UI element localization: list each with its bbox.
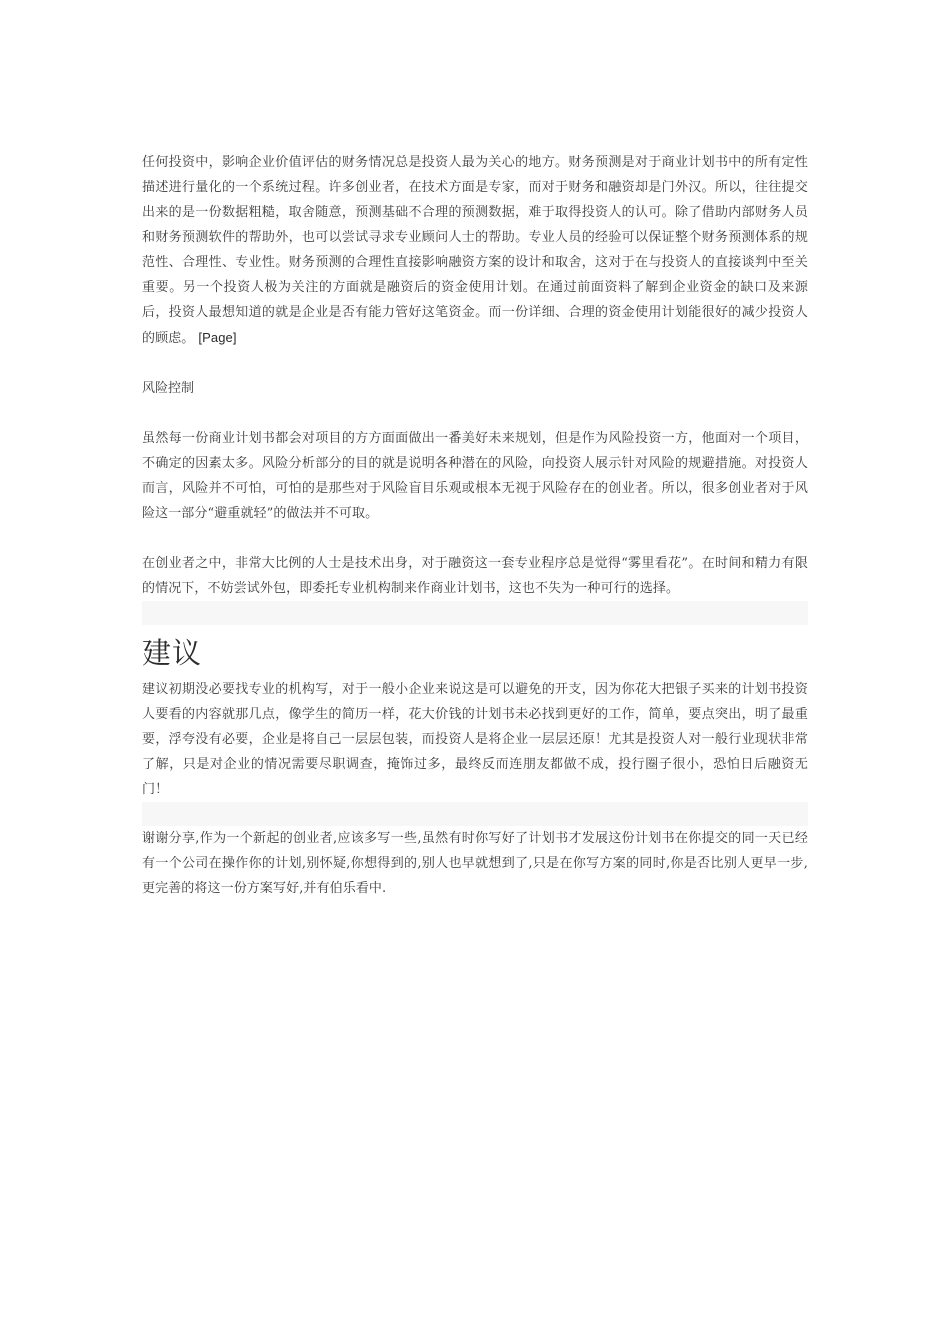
section-divider-band (142, 802, 808, 826)
document-body (142, 150, 808, 901)
advice-heading: 建议 (142, 636, 203, 670)
outsource-paragraph: 在创业者之中，非常大比例的人士是技术出身，对于融资这一套专业程序总是觉得“雾里看花”。在时间和精力有限的情况下，不妨尝试外包，即委托专业机构制来作商业计划书，这也不失为一种可行的选择。 (142, 556, 808, 596)
spacer (142, 351, 808, 376)
risk-control-heading: 风险控制 (142, 381, 195, 396)
intro-paragraph (142, 150, 808, 351)
risk-paragraph: 虽然每一份商业计划书都会对项目的方方面面做出一番美好未来规划，但是作为风险投资一方，他面对一个项目，不确定的因素太多。风险分析部分的目的就是说明各种潜在的风险，向投资人展示针对风险的规避措施。对投资人而言，风险并不可怕，可怕的是那些对于风险盲目乐观或根本无视于风险存在的创业者。所以，很多创业者对于风险这一部分“避重就轻”的做法并不可取。 (142, 431, 808, 521)
advice-paragraph: 建议初期没必要找专业的机构写，对于一般小企业来说这是可以避免的开支，因为你花大把银子买来的计划书投资人要看的内容就那几点，像学生的简历一样，花大价钱的计划书未必找到更好的工作，简单，要点突出，明了最重要，浮夸没有必要，企业是将自己一层层包装，而投资人是将企业一层层还原！尤其是投资人对一般行业现状非常了解，只是对企业的情况需要尽职调查，掩饰过多，最终反而连朋友都做不成，投行圈子很小，恐怕日后融资无门！ (142, 682, 808, 797)
spacer (142, 401, 808, 426)
spacer (142, 526, 808, 551)
section-divider-band (142, 601, 808, 625)
comment-paragraph: 谢谢分享,作为一个新起的创业者,应该多写一些,虽然有时你写好了计划书才发展这份计划书在你提交的同一天已经有一个公司在操作你的计划,别怀疑,你想得到的,别人也早就想到了,只是在你写方案的同时,你是否比别人更早一步,更完善的将这一份方案写好,并有伯乐看中. (142, 831, 808, 896)
page-link[interactable]: [Page] (198, 330, 237, 345)
intro-text: 任何投资中，影响企业价值评估的财务情况总是投资人最为关心的地方。财务预测是对于商业计划书中的所有定性描述进行量化的一个系统过程。许多创业者，在技术方面是专家，而对于财务和融资却是门外汉。所以，往往提交出来的是一份数据粗糙，取舍随意，预测基础不合理的预测数据，难于取得投资人的认可。除了借助内部财务人员和财务预测软件的帮助外，也可以尝试寻求专业顾问人士的帮助。专业人员的经验可以保证整个财务预测体系的规范性、合理性、专业性。财务预测的合理性直接影响融资方案的设计和取舍，这对于在与投资人的直接谈判中至关重要。另一个投资人极为关注的方面就是融资后的资金使用计划。在通过前面资料了解到企业资金的缺口及来源后，投资人最想知道的就是企业是否有能力管好这笔资金。而一份详细、合理的资金使用计划能很好的减少投资人的顾虑。 (142, 155, 808, 346)
